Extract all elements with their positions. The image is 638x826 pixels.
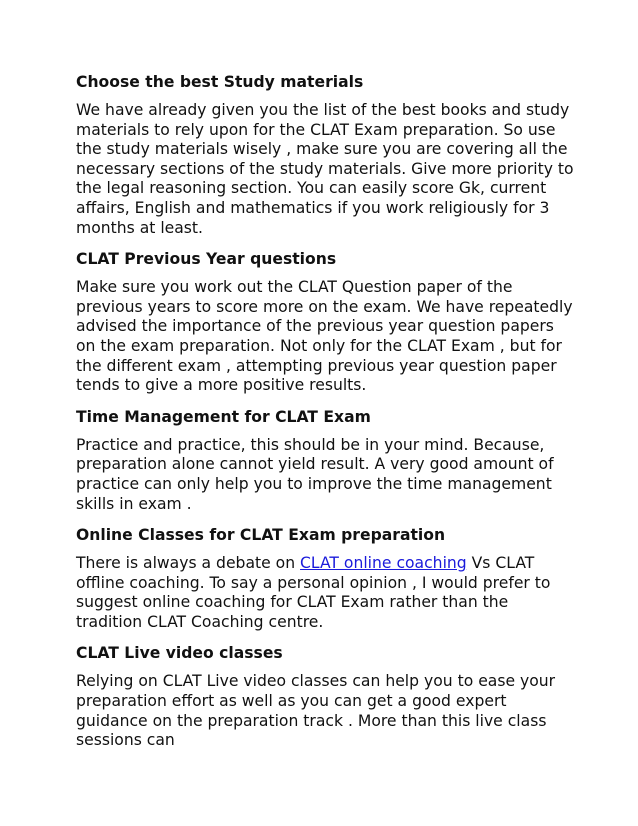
- section-heading-study-materials: Choose the best Study materials: [76, 73, 364, 91]
- section-body-live-video-classes: Relying on CLAT Live video classes can help you to ease your preparation effort as well as you can get a good expert guidance on the preparation track . More than this live class sessions can: [76, 672, 556, 750]
- section-body-study-materials: We have already given you the list of the best books and study materials to rely upon for the CLAT Exam preparation. So use the study materials wisely , make sure you are covering all the necessary sections of the study materials. Give more priority to the legal reasoning section. You can easily score Gk, current affairs, English and mathematics if you work religiously for 3 months at least.: [76, 101, 574, 237]
- section-heading-online-classes: Online Classes for CLAT Exam preparation: [76, 526, 446, 545]
- document-content: [76, 72, 576, 762]
- section-body-time-management: Practice and practice, this should be in your mind. Because, preparation alone cannot yield result. A very good amount of practice can only help you to improve the time management skills in exam .: [76, 435, 554, 513]
- section-heading-time-management: Time Management for CLAT Exam: [76, 407, 371, 426]
- clat-online-coaching-link[interactable]: CLAT online coaching: [300, 554, 467, 573]
- online-classes-text-before-link: There is always a debate on: [76, 554, 301, 573]
- online-classes-text-after-link: Vs CLAT offline coaching. To say a personal opinion , I would prefer to suggest online coaching for CLAT Exam rather than the tradition CLAT Coaching centre.: [76, 554, 551, 631]
- section-heading-previous-year-questions: CLAT Previous Year questions: [76, 250, 337, 269]
- section-body-previous-year-questions: Make sure you work out the CLAT Question paper of the previous years to score more on the exam. We have repeatedly advised the importance of the previous year question papers on the exam preparation. Not only for the CLAT Exam , but for the different exam , attempting previous year question paper tends to give a more positive results.: [76, 278, 573, 395]
- section-body-online-classes: [76, 554, 576, 632]
- section-heading-live-video-classes: CLAT Live video classes: [76, 644, 283, 663]
